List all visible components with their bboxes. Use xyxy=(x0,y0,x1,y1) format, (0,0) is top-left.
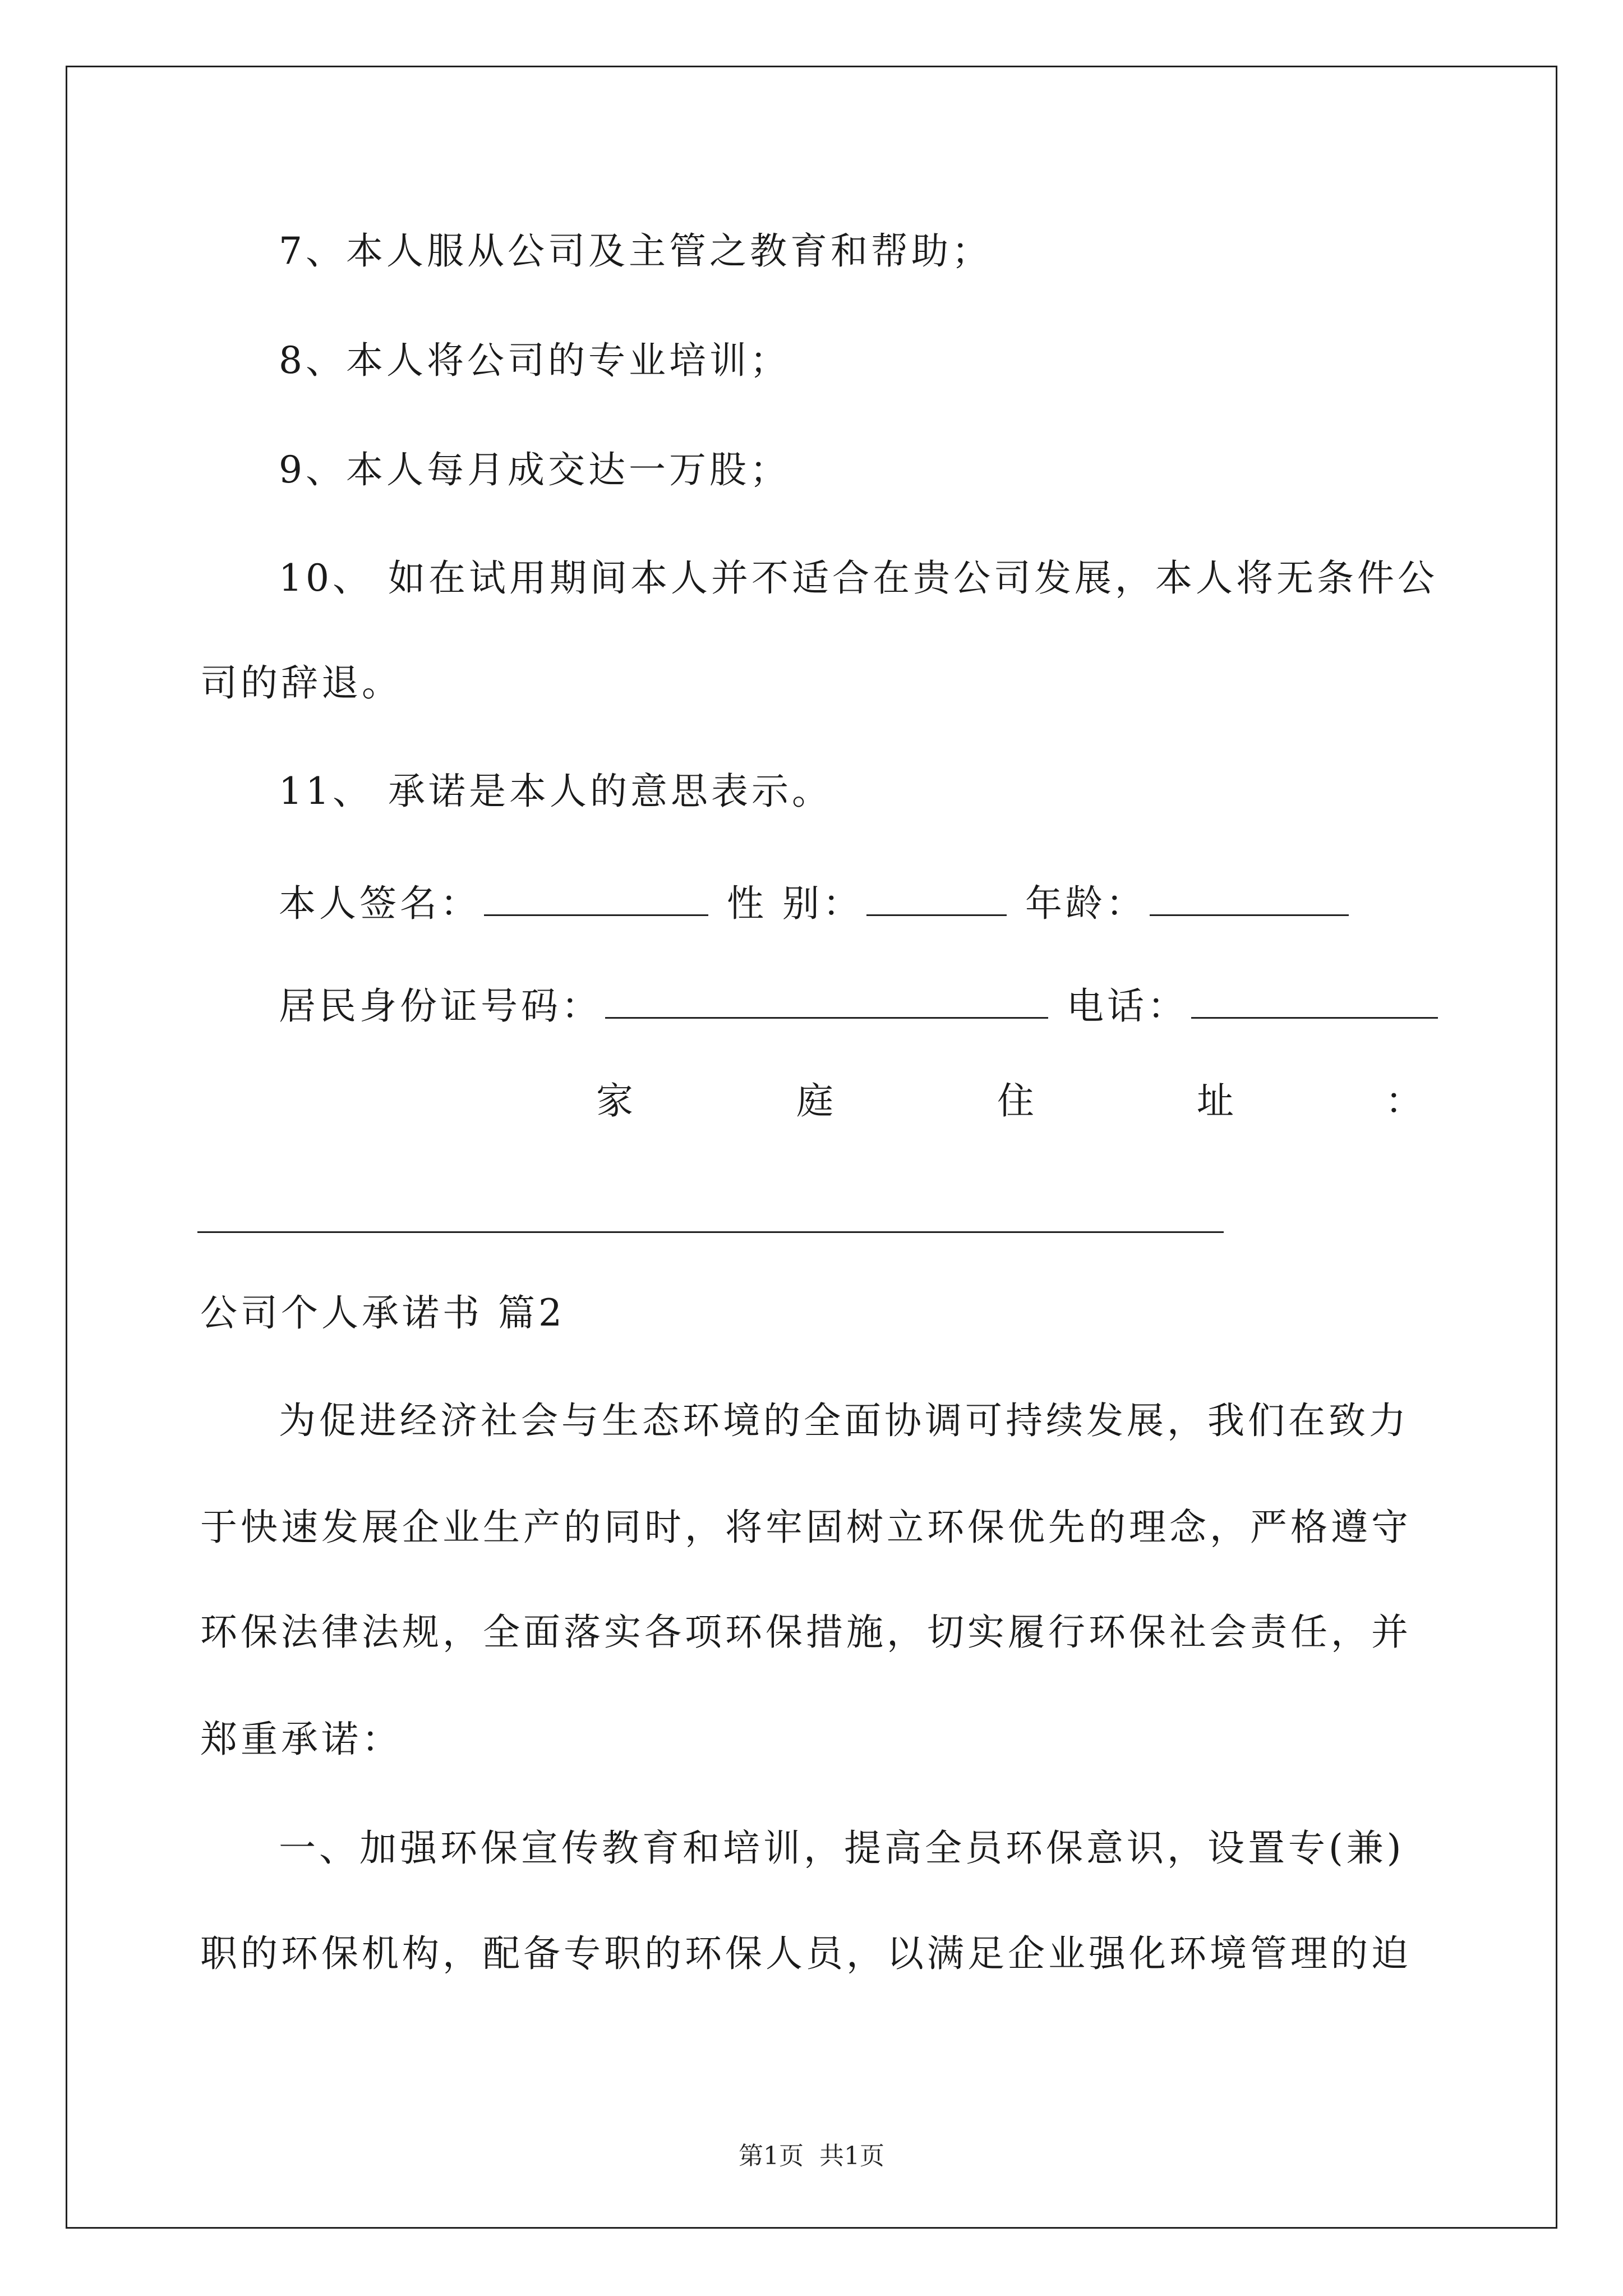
signature-row xyxy=(279,882,1352,925)
address-char-2: 庭 xyxy=(796,1079,833,1122)
signature-label: 本人签名： xyxy=(279,882,481,925)
item-9: 9、本人每月成交达一万股； xyxy=(279,448,790,491)
point-1-line-1: 一、加强环保宣传教育和培训，提高全员环保意识，设置专(兼) xyxy=(279,1826,1405,1870)
page-total: 共1页 xyxy=(819,2142,884,2170)
address-char-3: 住 xyxy=(997,1079,1034,1122)
address-char-1: 家 xyxy=(596,1079,633,1122)
page-footer xyxy=(0,2136,1623,2171)
id-number-blank[interactable] xyxy=(605,984,1048,1019)
gender-label: 性 别： xyxy=(726,882,863,925)
age-blank[interactable] xyxy=(1150,882,1349,916)
address-colon: ： xyxy=(1385,1079,1422,1122)
item-8: 8、本人将公司的专业培训； xyxy=(279,339,790,382)
section-2-heading: 公司个人承诺书 篇2 xyxy=(200,1291,565,1335)
intro-line-1: 为促进经济社会与生态环境的全面协调可持续发展，我们在致力 xyxy=(279,1399,1409,1442)
page-number: 第1页 xyxy=(739,2142,804,2170)
gender-blank[interactable] xyxy=(866,882,1007,916)
id-number-label: 居民身份证号码： xyxy=(279,984,602,1028)
id-phone-row xyxy=(279,984,1441,1028)
intro-line-4: 郑重承诺： xyxy=(200,1718,402,1761)
intro-line-3: 环保法律法规，全面落实各项环保措施，切实履行环保社会责任，并 xyxy=(200,1611,1412,1654)
intro-line-2: 于快速发展企业生产的同时，将牢固树立环保优先的理念，严格遵守 xyxy=(200,1506,1412,1549)
point-1-line-2: 职的环保机构，配备专职的环保人员，以满足企业强化环境管理的迫 xyxy=(200,1932,1412,1975)
phone-label: 电话： xyxy=(1066,984,1188,1028)
age-label: 年龄： xyxy=(1025,882,1146,925)
page-border xyxy=(66,66,1557,2229)
address-blank-line[interactable] xyxy=(197,1231,1224,1233)
item-10-line-1: 10、 如在试用期间本人并不适合在贵公司发展，本人将无条件公 xyxy=(279,556,1438,600)
phone-blank[interactable] xyxy=(1191,984,1438,1019)
address-char-4: 址 xyxy=(1197,1079,1234,1122)
item-7: 7、本人服从公司及主管之教育和帮助； xyxy=(279,229,992,273)
item-10-line-2: 司的辞退。 xyxy=(200,661,402,705)
signature-blank[interactable] xyxy=(484,882,708,916)
item-11: 11、 承诺是本人的意思表示。 xyxy=(279,770,832,813)
